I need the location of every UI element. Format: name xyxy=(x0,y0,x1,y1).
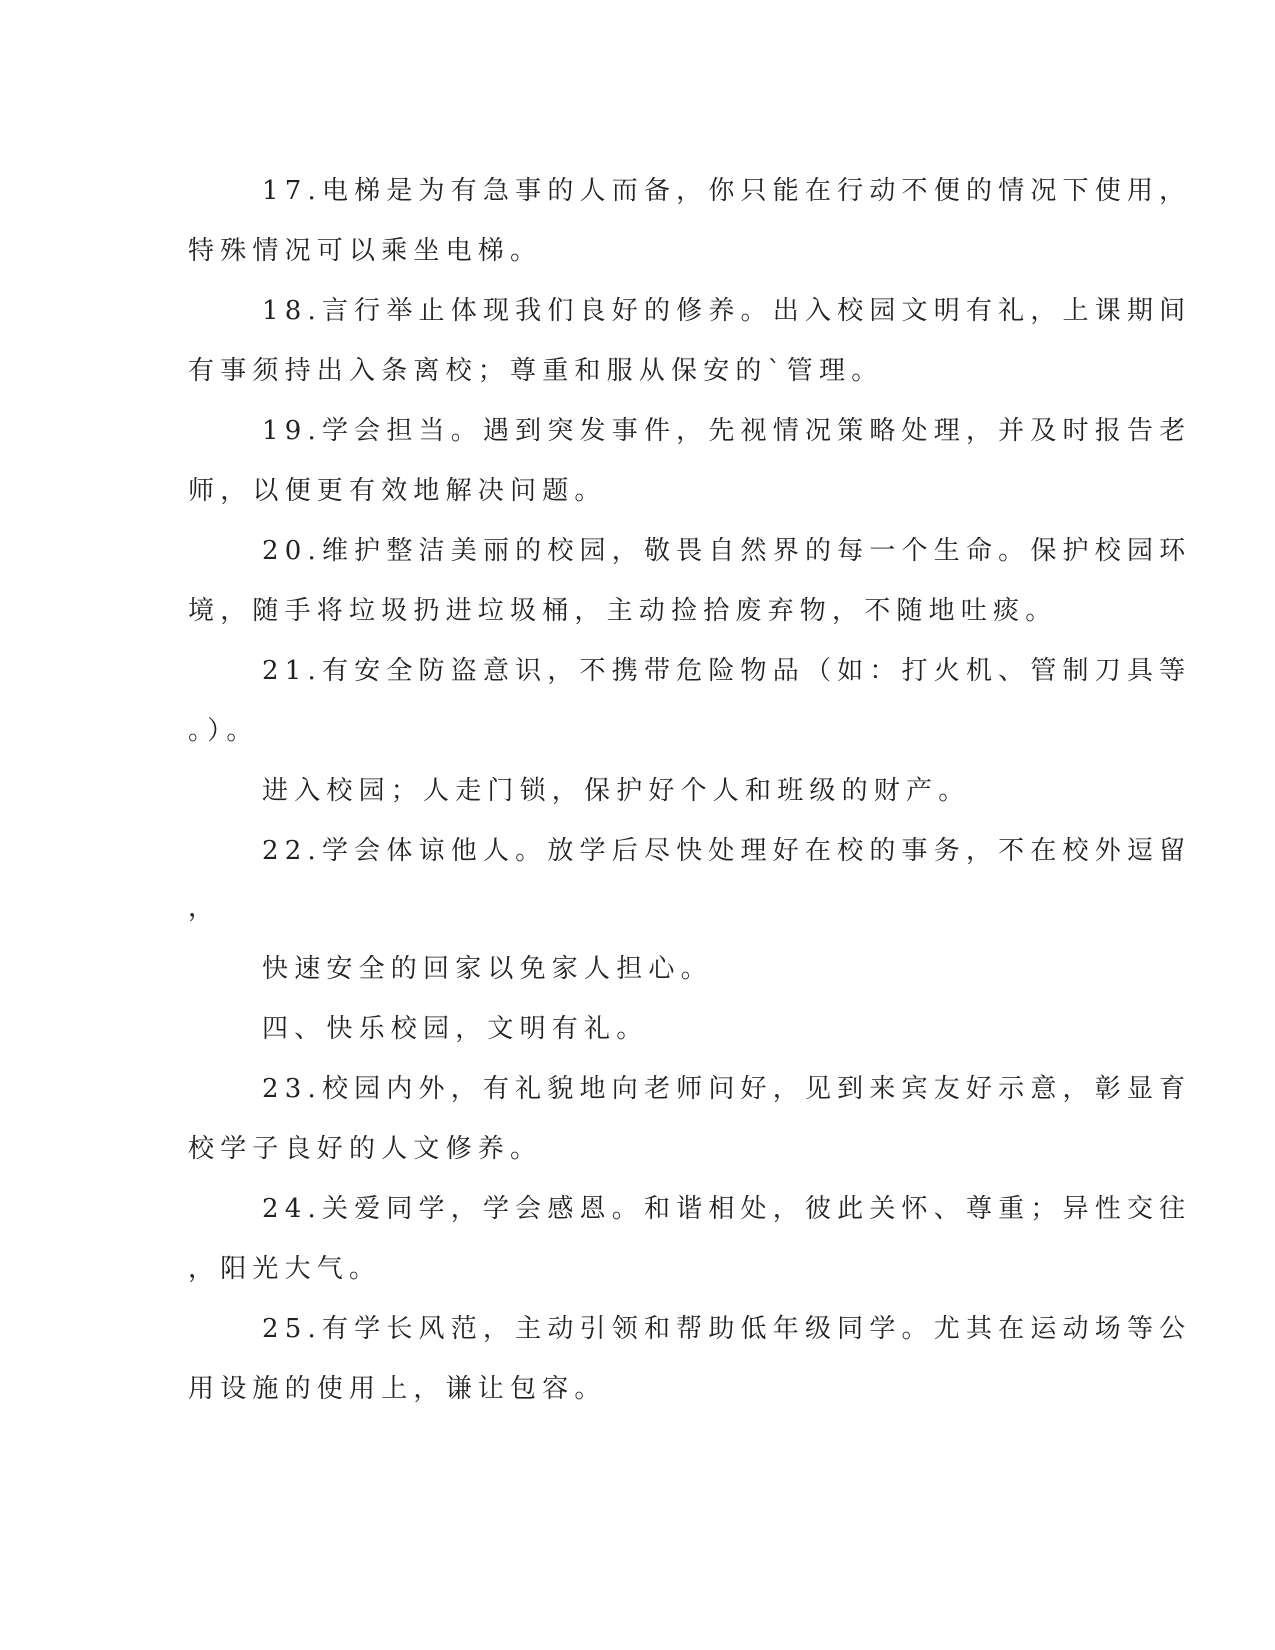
paragraph-20-line-1: 20.维护整洁美丽的校园，敬畏自然界的每一个生命。保护校园环 xyxy=(262,536,1192,566)
paragraph-24-line-1: 24.关爱同学，学会感恩。和谐相处，彼此关怀、尊重；异性交往 xyxy=(262,1194,1192,1224)
paragraph-21-continuation: 进入校园；人走门锁，保护好个人和班级的财产。 xyxy=(262,776,971,806)
paragraph-22-line-1: 22.学会体谅他人。放学后尽快处理好在校的事务，不在校外逗留 xyxy=(262,836,1192,866)
paragraph-19-line-1: 19.学会担当。遇到突发事件，先视情况策略处理，并及时报告老 xyxy=(262,416,1192,446)
paragraph-21-line-2: 。）。 xyxy=(188,716,259,746)
paragraph-24-line-2: ，阳光大气。 xyxy=(188,1254,382,1284)
paragraph-20-line-2: 境，随手将垃圾扔进垃圾桶，主动捡拾废弃物，不随地吐痰。 xyxy=(188,596,1058,626)
paragraph-17-line-2: 特殊情况可以乘坐电梯。 xyxy=(188,236,543,266)
paragraph-25-line-2: 用设施的使用上，谦让包容。 xyxy=(188,1374,607,1404)
section-heading-4: 四、快乐校园，文明有礼。 xyxy=(262,1014,649,1044)
paragraph-19-line-2: 师，以便更有效地解决问题。 xyxy=(188,476,607,506)
paragraph-18-line-1: 18.言行举止体现我们良好的修养。出入校园文明有礼，上课期间 xyxy=(262,296,1192,326)
paragraph-17-line-1: 17.电梯是为有急事的人而备，你只能在行动不便的情况下使用， xyxy=(262,176,1192,206)
paragraph-22-line-2: ， xyxy=(188,893,221,923)
paragraph-18-line-2: 有事须持出入条离校；尊重和服从保安的`管理。 xyxy=(188,356,884,386)
paragraph-23-line-2: 校学子良好的人文修养。 xyxy=(188,1134,543,1164)
paragraph-23-line-1: 23.校园内外，有礼貌地向老师问好，见到来宾友好示意，彰显育 xyxy=(262,1074,1192,1104)
paragraph-22-continuation: 快速安全的回家以免家人担心。 xyxy=(262,954,713,984)
paragraph-21-line-1: 21.有安全防盗意识，不携带危险物品（如：打火机、管制刀具等 xyxy=(262,656,1192,686)
paragraph-25-line-1: 25.有学长风范，主动引领和帮助低年级同学。尤其在运动场等公 xyxy=(262,1314,1192,1344)
